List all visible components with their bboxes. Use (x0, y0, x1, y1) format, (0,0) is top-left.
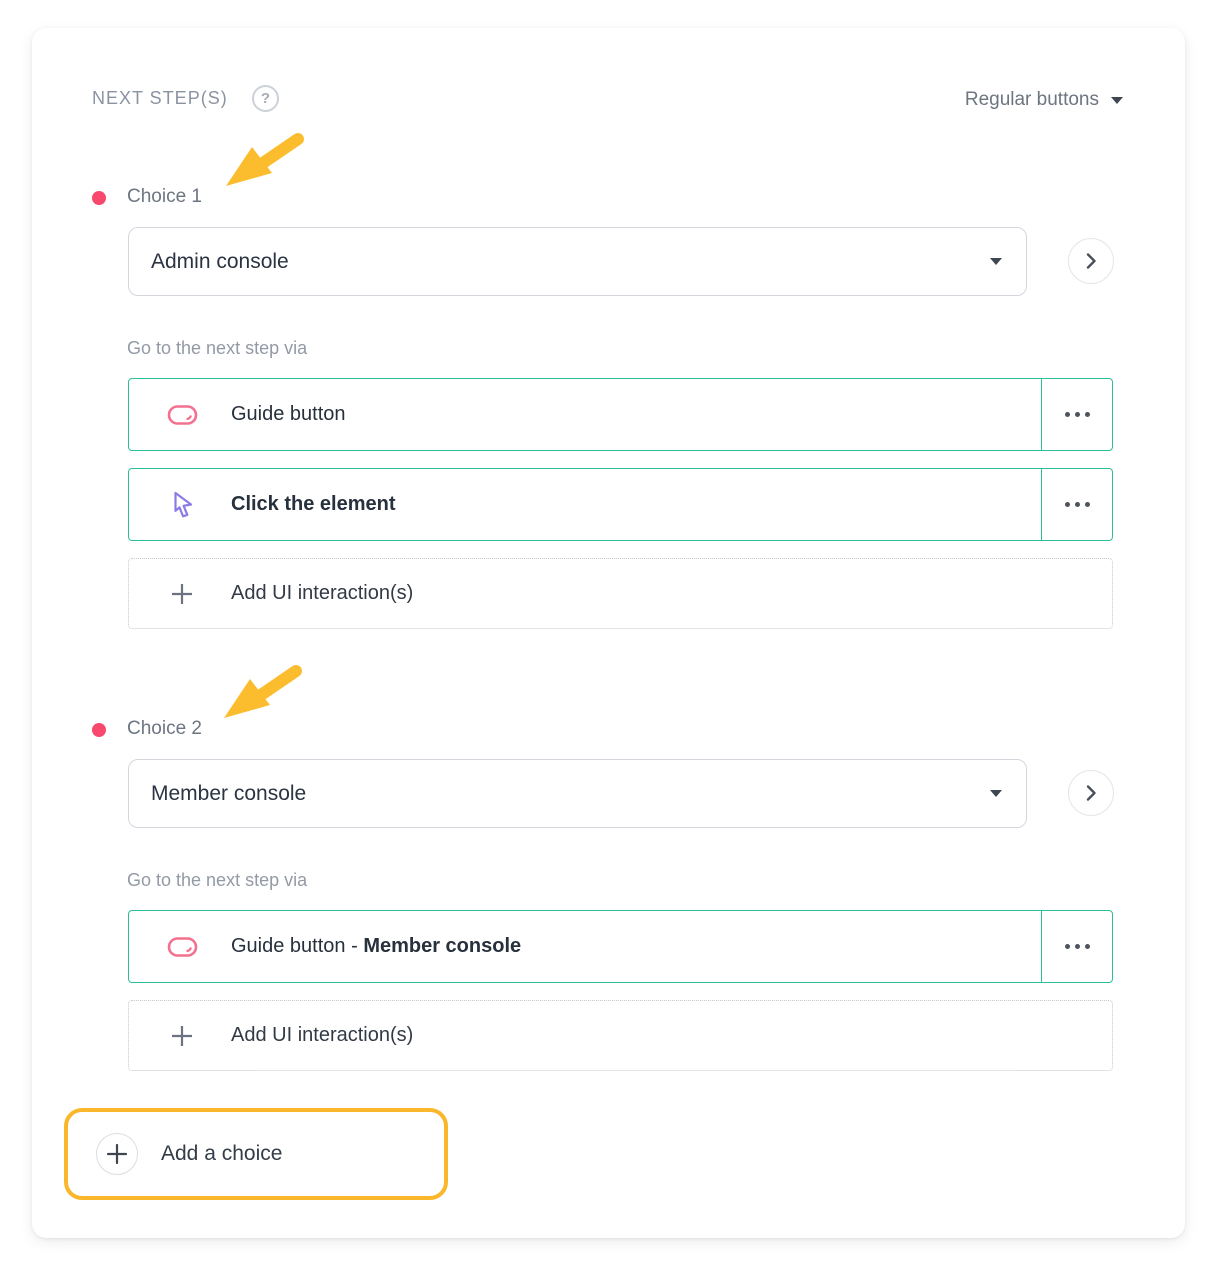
add-ui-interaction-button-1[interactable]: Add UI interaction(s) (128, 558, 1113, 629)
interaction-row-guide-button-member (128, 910, 1113, 983)
interaction-row-click-element (128, 468, 1113, 541)
caret-down-icon (990, 258, 1002, 265)
button-style-dropdown[interactable] (965, 86, 1123, 114)
choice-1-step-select[interactable] (128, 227, 1027, 296)
interaction-row-main[interactable] (129, 911, 1041, 982)
choice-1-label: Choice 1 (127, 186, 202, 207)
guide-button-icon (167, 403, 199, 427)
annotation-arrow-2 (218, 662, 304, 726)
choice-2-label: Choice 2 (127, 718, 202, 739)
choice-2-next-button[interactable] (1068, 770, 1114, 816)
panel-title: NEXT STEP(S) (92, 88, 228, 108)
plus-icon (169, 582, 195, 606)
add-ui-interaction-button-2[interactable]: Add UI interaction(s) (128, 1000, 1113, 1071)
add-choice-button[interactable]: Add a choice (64, 1108, 448, 1200)
caret-down-icon (1111, 97, 1123, 104)
interaction-row-guide-button (128, 378, 1113, 451)
guide-button-icon (167, 935, 199, 959)
chevron-right-icon (1080, 250, 1102, 272)
interaction-label: Guide button (231, 403, 346, 425)
annotation-arrow-1 (220, 130, 306, 194)
cursor-click-icon (167, 490, 199, 520)
plus-circle-icon (96, 1133, 138, 1175)
ellipsis-icon (1075, 412, 1080, 417)
chevron-right-icon (1080, 782, 1102, 804)
choice-1-step-value: Admin console (151, 249, 289, 273)
choice-1-goto-label: Go to the next step via (127, 338, 308, 358)
choice-2-bullet (92, 723, 106, 737)
interaction-label: Click the element (231, 493, 396, 515)
interaction-menu-button[interactable] (1041, 911, 1112, 982)
interaction-menu-button[interactable] (1041, 379, 1112, 450)
ellipsis-icon (1075, 944, 1080, 949)
next-steps-panel (32, 28, 1185, 1238)
ellipsis-icon (1075, 502, 1080, 507)
choice-2-goto-label: Go to the next step via (127, 870, 308, 890)
interaction-row-main[interactable] (129, 469, 1041, 540)
choice-2-step-select[interactable] (128, 759, 1027, 828)
interaction-row-main[interactable] (129, 379, 1041, 450)
choice-1-bullet (92, 191, 106, 205)
plus-icon (169, 1024, 195, 1048)
interaction-label: Guide button - Member console (231, 935, 522, 957)
button-style-dropdown-value: Regular buttons (964, 89, 1099, 110)
choice-2-step-value: Member console (151, 781, 307, 805)
caret-down-icon (990, 790, 1002, 797)
interaction-menu-button[interactable] (1041, 469, 1112, 540)
choice-1-next-button[interactable] (1068, 238, 1114, 284)
help-icon[interactable] (252, 85, 279, 112)
